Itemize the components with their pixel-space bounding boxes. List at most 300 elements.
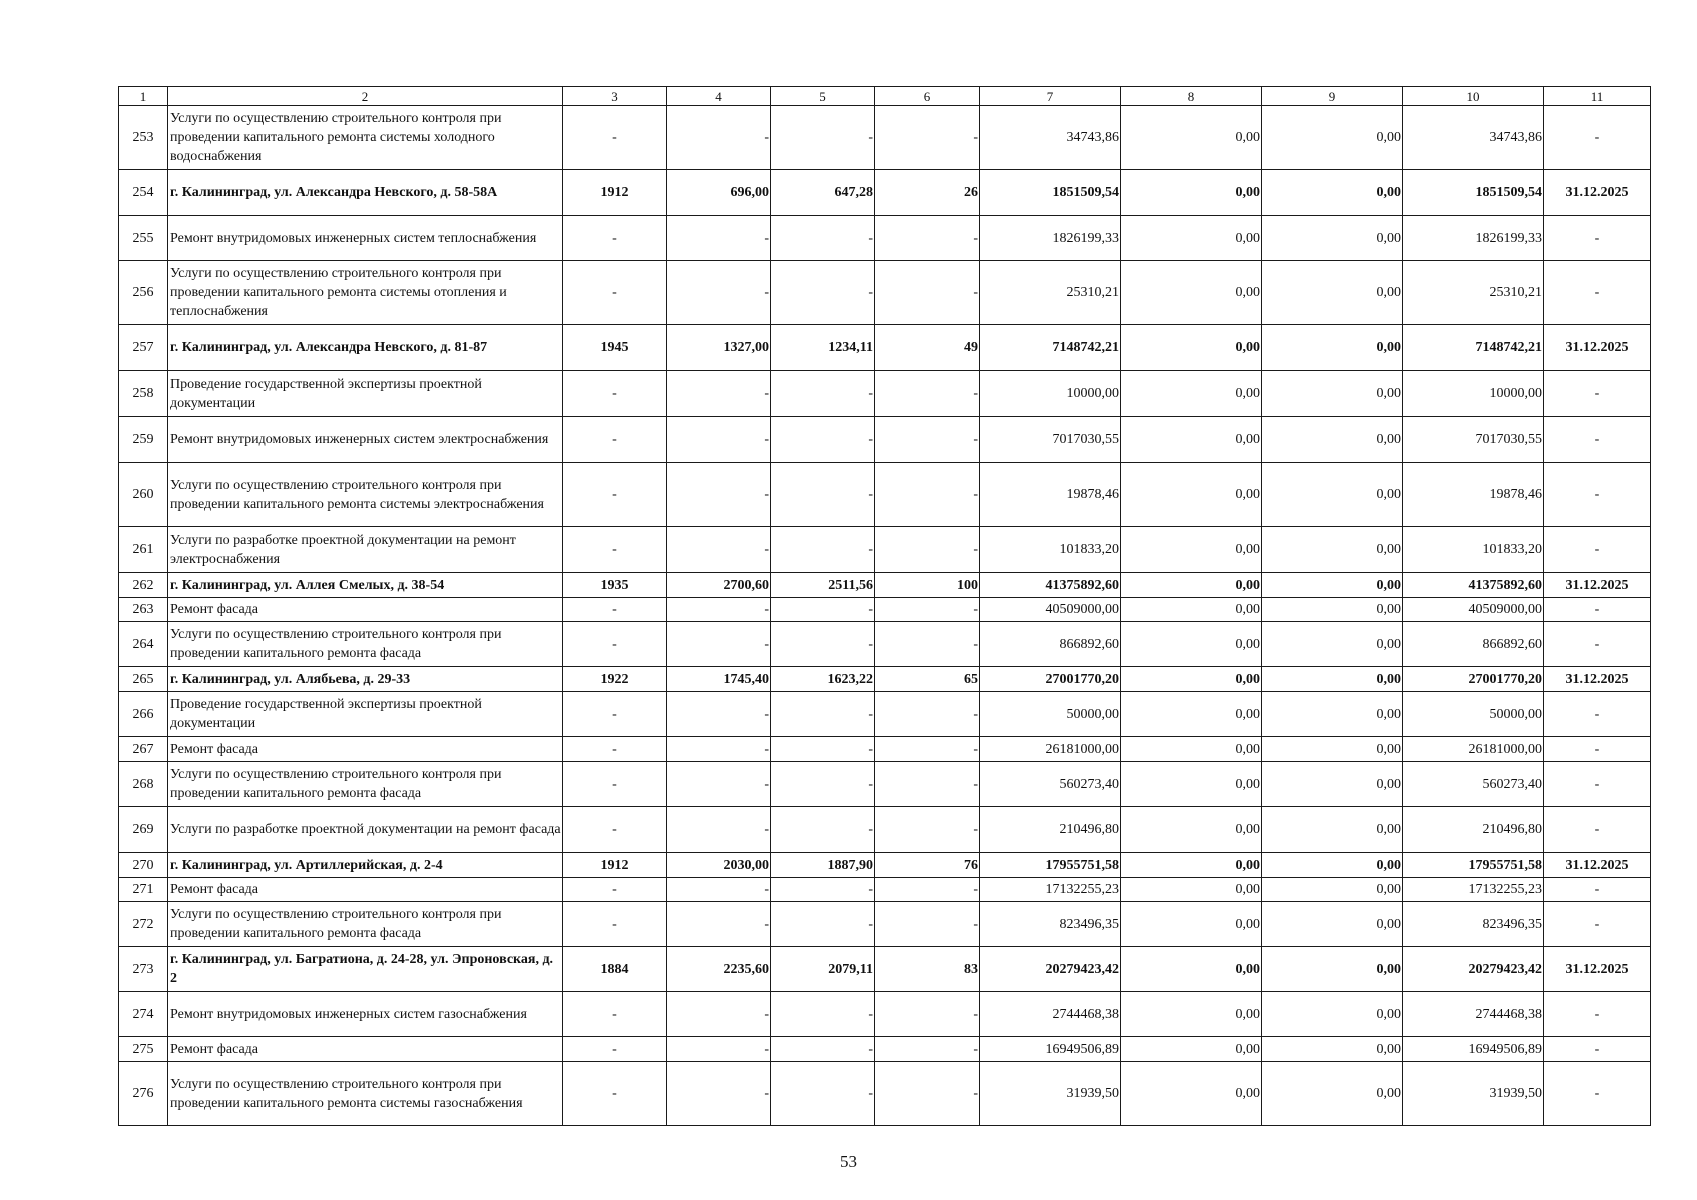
- regional-funds-cell: 0,00: [1262, 762, 1403, 807]
- total-area-cell: -: [667, 106, 771, 170]
- federal-funds-cell: 0,00: [1121, 325, 1262, 371]
- federal-funds-cell: 0,00: [1121, 667, 1262, 692]
- owner-funds-cell: 26181000,00: [1403, 737, 1544, 762]
- column-number: 5: [771, 87, 875, 106]
- row-number-cell: 260: [119, 463, 168, 527]
- residents-count-cell: 65: [875, 667, 980, 692]
- total-area-cell: -: [667, 527, 771, 573]
- address-row: [119, 573, 1651, 598]
- regional-funds-cell: 0,00: [1262, 417, 1403, 463]
- regional-funds-cell: 0,00: [1262, 261, 1403, 325]
- residents-count-cell: -: [875, 527, 980, 573]
- federal-funds-cell: 0,00: [1121, 992, 1262, 1037]
- total-area-cell: 2700,60: [667, 573, 771, 598]
- total-area-cell: -: [667, 878, 771, 902]
- row-number-cell: 263: [119, 598, 168, 622]
- residents-count-cell: -: [875, 902, 980, 947]
- row-number-cell: 273: [119, 947, 168, 992]
- residents-count-cell: -: [875, 463, 980, 527]
- commissioning-year-cell: -: [563, 762, 667, 807]
- total-area-cell: -: [667, 417, 771, 463]
- total-cost-cell: 101833,20: [980, 527, 1121, 573]
- total-area-cell: -: [667, 371, 771, 417]
- commissioning-year-cell: -: [563, 216, 667, 261]
- residents-count-cell: -: [875, 216, 980, 261]
- total-area-cell: -: [667, 807, 771, 853]
- federal-funds-cell: 0,00: [1121, 853, 1262, 878]
- commissioning-year-cell: 1922: [563, 667, 667, 692]
- total-cost-cell: 27001770,20: [980, 667, 1121, 692]
- residential-area-cell: -: [771, 371, 875, 417]
- regional-funds-cell: 0,00: [1262, 692, 1403, 737]
- regional-funds-cell: 0,00: [1262, 947, 1403, 992]
- column-number: 10: [1403, 87, 1544, 106]
- row-number-cell: 262: [119, 573, 168, 598]
- total-cost-cell: 560273,40: [980, 762, 1121, 807]
- residents-count-cell: -: [875, 692, 980, 737]
- total-cost-cell: 16949506,89: [980, 1037, 1121, 1062]
- capital-repair-table: [118, 86, 1651, 1126]
- owner-funds-cell: 40509000,00: [1403, 598, 1544, 622]
- work-item-row: [119, 878, 1651, 902]
- owner-funds-cell: 7017030,55: [1403, 417, 1544, 463]
- work-item-row: [119, 598, 1651, 622]
- residents-count-cell: -: [875, 598, 980, 622]
- row-number-cell: 255: [119, 216, 168, 261]
- owner-funds-cell: 823496,35: [1403, 902, 1544, 947]
- work-description-cell: Ремонт внутридомовых инженерных систем газоснабжения: [168, 992, 563, 1037]
- total-cost-cell: 1851509,54: [980, 170, 1121, 216]
- residential-area-cell: -: [771, 216, 875, 261]
- regional-funds-cell: 0,00: [1262, 170, 1403, 216]
- residential-area-cell: -: [771, 737, 875, 762]
- residents-count-cell: -: [875, 992, 980, 1037]
- row-number-cell: 254: [119, 170, 168, 216]
- column-number: 1: [119, 87, 168, 106]
- completion-date-cell: -: [1544, 371, 1651, 417]
- owner-funds-cell: 34743,86: [1403, 106, 1544, 170]
- completion-date-cell: -: [1544, 737, 1651, 762]
- total-area-cell: 1327,00: [667, 325, 771, 371]
- owner-funds-cell: 1851509,54: [1403, 170, 1544, 216]
- total-cost-cell: 31939,50: [980, 1062, 1121, 1126]
- total-area-cell: -: [667, 902, 771, 947]
- residents-count-cell: -: [875, 737, 980, 762]
- work-description-cell: г. Калининград, ул. Алябьева, д. 29-33: [168, 667, 563, 692]
- completion-date-cell: 31.12.2025: [1544, 170, 1651, 216]
- owner-funds-cell: 20279423,42: [1403, 947, 1544, 992]
- row-number-cell: 276: [119, 1062, 168, 1126]
- completion-date-cell: 31.12.2025: [1544, 947, 1651, 992]
- residents-count-cell: 76: [875, 853, 980, 878]
- total-cost-cell: 40509000,00: [980, 598, 1121, 622]
- completion-date-cell: -: [1544, 807, 1651, 853]
- total-area-cell: -: [667, 737, 771, 762]
- work-item-row: [119, 692, 1651, 737]
- total-cost-cell: 823496,35: [980, 902, 1121, 947]
- total-area-cell: -: [667, 1062, 771, 1126]
- commissioning-year-cell: -: [563, 622, 667, 667]
- residential-area-cell: -: [771, 622, 875, 667]
- work-description-cell: г. Калининград, ул. Багратиона, д. 24-28, ул. Эпроновская, д. 2: [168, 947, 563, 992]
- work-description-cell: Проведение государственной экспертизы проектной документации: [168, 692, 563, 737]
- residents-count-cell: -: [875, 622, 980, 667]
- commissioning-year-cell: 1935: [563, 573, 667, 598]
- row-number-cell: 275: [119, 1037, 168, 1062]
- work-item-row: [119, 417, 1651, 463]
- total-area-cell: -: [667, 692, 771, 737]
- regional-funds-cell: 0,00: [1262, 622, 1403, 667]
- total-area-cell: -: [667, 216, 771, 261]
- column-number-row: [119, 87, 1651, 106]
- completion-date-cell: -: [1544, 1062, 1651, 1126]
- residential-area-cell: 1623,22: [771, 667, 875, 692]
- federal-funds-cell: 0,00: [1121, 371, 1262, 417]
- work-description-cell: г. Калининград, ул. Александра Невского, д. 58-58А: [168, 170, 563, 216]
- work-description-cell: Услуги по осуществлению строительного контроля при проведении капитального ремонта системы электроснабжения: [168, 463, 563, 527]
- commissioning-year-cell: 1884: [563, 947, 667, 992]
- commissioning-year-cell: 1912: [563, 170, 667, 216]
- work-item-row: [119, 106, 1651, 170]
- commissioning-year-cell: -: [563, 807, 667, 853]
- owner-funds-cell: 10000,00: [1403, 371, 1544, 417]
- owner-funds-cell: 25310,21: [1403, 261, 1544, 325]
- residents-count-cell: 49: [875, 325, 980, 371]
- regional-funds-cell: 0,00: [1262, 902, 1403, 947]
- federal-funds-cell: 0,00: [1121, 216, 1262, 261]
- row-number-cell: 268: [119, 762, 168, 807]
- regional-funds-cell: 0,00: [1262, 807, 1403, 853]
- owner-funds-cell: 17955751,58: [1403, 853, 1544, 878]
- owner-funds-cell: 16949506,89: [1403, 1037, 1544, 1062]
- work-description-cell: Услуги по разработке проектной документации на ремонт электроснабжения: [168, 527, 563, 573]
- work-item-row: [119, 992, 1651, 1037]
- completion-date-cell: -: [1544, 1037, 1651, 1062]
- total-cost-cell: 866892,60: [980, 622, 1121, 667]
- owner-funds-cell: 560273,40: [1403, 762, 1544, 807]
- completion-date-cell: 31.12.2025: [1544, 667, 1651, 692]
- regional-funds-cell: 0,00: [1262, 1062, 1403, 1126]
- regional-funds-cell: 0,00: [1262, 737, 1403, 762]
- federal-funds-cell: 0,00: [1121, 902, 1262, 947]
- work-item-row: [119, 371, 1651, 417]
- column-number: 2: [168, 87, 563, 106]
- federal-funds-cell: 0,00: [1121, 1062, 1262, 1126]
- federal-funds-cell: 0,00: [1121, 261, 1262, 325]
- total-cost-cell: 7017030,55: [980, 417, 1121, 463]
- residential-area-cell: -: [771, 527, 875, 573]
- federal-funds-cell: 0,00: [1121, 878, 1262, 902]
- completion-date-cell: -: [1544, 417, 1651, 463]
- total-area-cell: -: [667, 762, 771, 807]
- row-number-cell: 259: [119, 417, 168, 463]
- completion-date-cell: -: [1544, 463, 1651, 527]
- row-number-cell: 269: [119, 807, 168, 853]
- work-description-cell: г. Калининград, ул. Артиллерийская, д. 2-4: [168, 853, 563, 878]
- federal-funds-cell: 0,00: [1121, 170, 1262, 216]
- completion-date-cell: -: [1544, 598, 1651, 622]
- residents-count-cell: 83: [875, 947, 980, 992]
- federal-funds-cell: 0,00: [1121, 106, 1262, 170]
- regional-funds-cell: 0,00: [1262, 463, 1403, 527]
- residential-area-cell: -: [771, 261, 875, 325]
- column-number: 6: [875, 87, 980, 106]
- column-number: 4: [667, 87, 771, 106]
- column-number: 8: [1121, 87, 1262, 106]
- residential-area-cell: -: [771, 417, 875, 463]
- work-item-row: [119, 807, 1651, 853]
- residential-area-cell: -: [771, 1037, 875, 1062]
- residential-area-cell: -: [771, 902, 875, 947]
- total-cost-cell: 17955751,58: [980, 853, 1121, 878]
- total-area-cell: -: [667, 1037, 771, 1062]
- total-cost-cell: 34743,86: [980, 106, 1121, 170]
- owner-funds-cell: 7148742,21: [1403, 325, 1544, 371]
- address-row: [119, 170, 1651, 216]
- total-cost-cell: 1826199,33: [980, 216, 1121, 261]
- regional-funds-cell: 0,00: [1262, 992, 1403, 1037]
- owner-funds-cell: 866892,60: [1403, 622, 1544, 667]
- column-number: 7: [980, 87, 1121, 106]
- row-number-cell: 266: [119, 692, 168, 737]
- total-area-cell: -: [667, 261, 771, 325]
- residents-count-cell: -: [875, 261, 980, 325]
- federal-funds-cell: 0,00: [1121, 737, 1262, 762]
- commissioning-year-cell: -: [563, 878, 667, 902]
- regional-funds-cell: 0,00: [1262, 1037, 1403, 1062]
- federal-funds-cell: 0,00: [1121, 527, 1262, 573]
- completion-date-cell: 31.12.2025: [1544, 573, 1651, 598]
- work-description-cell: Проведение государственной экспертизы проектной документации: [168, 371, 563, 417]
- federal-funds-cell: 0,00: [1121, 417, 1262, 463]
- work-description-cell: Услуги по осуществлению строительного контроля при проведении капитального ремонта фасада: [168, 762, 563, 807]
- federal-funds-cell: 0,00: [1121, 598, 1262, 622]
- commissioning-year-cell: -: [563, 598, 667, 622]
- residential-area-cell: 2511,56: [771, 573, 875, 598]
- row-number-cell: 256: [119, 261, 168, 325]
- total-cost-cell: 50000,00: [980, 692, 1121, 737]
- work-description-cell: Ремонт фасада: [168, 1037, 563, 1062]
- residents-count-cell: -: [875, 106, 980, 170]
- federal-funds-cell: 0,00: [1121, 573, 1262, 598]
- regional-funds-cell: 0,00: [1262, 598, 1403, 622]
- work-description-cell: Услуги по осуществлению строительного контроля при проведении капитального ремонта системы холодного водоснабжения: [168, 106, 563, 170]
- federal-funds-cell: 0,00: [1121, 692, 1262, 737]
- work-description-cell: Ремонт фасада: [168, 878, 563, 902]
- work-item-row: [119, 737, 1651, 762]
- residents-count-cell: -: [875, 371, 980, 417]
- residents-count-cell: -: [875, 1062, 980, 1126]
- residential-area-cell: -: [771, 463, 875, 527]
- federal-funds-cell: 0,00: [1121, 463, 1262, 527]
- total-area-cell: 696,00: [667, 170, 771, 216]
- residents-count-cell: -: [875, 1037, 980, 1062]
- commissioning-year-cell: -: [563, 1037, 667, 1062]
- address-row: [119, 325, 1651, 371]
- residential-area-cell: -: [771, 106, 875, 170]
- address-row: [119, 667, 1651, 692]
- residential-area-cell: 647,28: [771, 170, 875, 216]
- column-number: 11: [1544, 87, 1651, 106]
- commissioning-year-cell: -: [563, 527, 667, 573]
- total-area-cell: -: [667, 598, 771, 622]
- row-number-cell: 271: [119, 878, 168, 902]
- commissioning-year-cell: -: [563, 692, 667, 737]
- total-cost-cell: 41375892,60: [980, 573, 1121, 598]
- owner-funds-cell: 1826199,33: [1403, 216, 1544, 261]
- work-item-row: [119, 902, 1651, 947]
- completion-date-cell: -: [1544, 216, 1651, 261]
- row-number-cell: 257: [119, 325, 168, 371]
- completion-date-cell: -: [1544, 692, 1651, 737]
- commissioning-year-cell: 1945: [563, 325, 667, 371]
- work-description-cell: Услуги по осуществлению строительного контроля при проведении капитального ремонта фасада: [168, 622, 563, 667]
- work-item-row: [119, 1062, 1651, 1126]
- total-cost-cell: 19878,46: [980, 463, 1121, 527]
- completion-date-cell: -: [1544, 762, 1651, 807]
- owner-funds-cell: 101833,20: [1403, 527, 1544, 573]
- row-number-cell: 274: [119, 992, 168, 1037]
- owner-funds-cell: 2744468,38: [1403, 992, 1544, 1037]
- row-number-cell: 265: [119, 667, 168, 692]
- regional-funds-cell: 0,00: [1262, 216, 1403, 261]
- residents-count-cell: 100: [875, 573, 980, 598]
- residents-count-cell: -: [875, 417, 980, 463]
- regional-funds-cell: 0,00: [1262, 573, 1403, 598]
- commissioning-year-cell: -: [563, 992, 667, 1037]
- residential-area-cell: -: [771, 598, 875, 622]
- row-number-cell: 267: [119, 737, 168, 762]
- completion-date-cell: -: [1544, 622, 1651, 667]
- regional-funds-cell: 0,00: [1262, 527, 1403, 573]
- work-description-cell: Ремонт внутридомовых инженерных систем теплоснабжения: [168, 216, 563, 261]
- residential-area-cell: -: [771, 1062, 875, 1126]
- completion-date-cell: -: [1544, 106, 1651, 170]
- work-description-cell: Ремонт фасада: [168, 598, 563, 622]
- owner-funds-cell: 31939,50: [1403, 1062, 1544, 1126]
- residents-count-cell: -: [875, 762, 980, 807]
- completion-date-cell: -: [1544, 992, 1651, 1037]
- residents-count-cell: -: [875, 878, 980, 902]
- work-item-row: [119, 1037, 1651, 1062]
- row-number-cell: 261: [119, 527, 168, 573]
- owner-funds-cell: 17132255,23: [1403, 878, 1544, 902]
- residents-count-cell: -: [875, 807, 980, 853]
- commissioning-year-cell: -: [563, 463, 667, 527]
- total-area-cell: 1745,40: [667, 667, 771, 692]
- regional-funds-cell: 0,00: [1262, 667, 1403, 692]
- completion-date-cell: -: [1544, 527, 1651, 573]
- completion-date-cell: -: [1544, 902, 1651, 947]
- owner-funds-cell: 50000,00: [1403, 692, 1544, 737]
- total-cost-cell: 17132255,23: [980, 878, 1121, 902]
- total-area-cell: -: [667, 463, 771, 527]
- federal-funds-cell: 0,00: [1121, 762, 1262, 807]
- residential-area-cell: -: [771, 762, 875, 807]
- commissioning-year-cell: -: [563, 417, 667, 463]
- total-area-cell: 2235,60: [667, 947, 771, 992]
- work-item-row: [119, 527, 1651, 573]
- commissioning-year-cell: -: [563, 902, 667, 947]
- commissioning-year-cell: -: [563, 1062, 667, 1126]
- column-number: 3: [563, 87, 667, 106]
- completion-date-cell: 31.12.2025: [1544, 325, 1651, 371]
- commissioning-year-cell: -: [563, 737, 667, 762]
- table-body: [119, 87, 1651, 1126]
- total-cost-cell: 25310,21: [980, 261, 1121, 325]
- total-area-cell: -: [667, 622, 771, 667]
- work-description-cell: Услуги по разработке проектной документации на ремонт фасада: [168, 807, 563, 853]
- work-description-cell: г. Калининград, ул. Аллея Смелых, д. 38-54: [168, 573, 563, 598]
- work-item-row: [119, 261, 1651, 325]
- total-cost-cell: 20279423,42: [980, 947, 1121, 992]
- commissioning-year-cell: 1912: [563, 853, 667, 878]
- owner-funds-cell: 41375892,60: [1403, 573, 1544, 598]
- federal-funds-cell: 0,00: [1121, 622, 1262, 667]
- work-description-cell: Ремонт фасада: [168, 737, 563, 762]
- work-description-cell: Ремонт внутридомовых инженерных систем электроснабжения: [168, 417, 563, 463]
- residential-area-cell: 1887,90: [771, 853, 875, 878]
- work-description-cell: Услуги по осуществлению строительного контроля при проведении капитального ремонта системы газоснабжения: [168, 1062, 563, 1126]
- residential-area-cell: -: [771, 807, 875, 853]
- work-description-cell: Услуги по осуществлению строительного контроля при проведении капитального ремонта фасада: [168, 902, 563, 947]
- column-number: 9: [1262, 87, 1403, 106]
- work-item-row: [119, 762, 1651, 807]
- federal-funds-cell: 0,00: [1121, 807, 1262, 853]
- address-row: [119, 947, 1651, 992]
- page-number: 53: [840, 1152, 857, 1171]
- federal-funds-cell: 0,00: [1121, 1037, 1262, 1062]
- work-item-row: [119, 216, 1651, 261]
- federal-funds-cell: 0,00: [1121, 947, 1262, 992]
- address-row: [119, 853, 1651, 878]
- row-number-cell: 258: [119, 371, 168, 417]
- regional-funds-cell: 0,00: [1262, 853, 1403, 878]
- regional-funds-cell: 0,00: [1262, 106, 1403, 170]
- total-cost-cell: 26181000,00: [980, 737, 1121, 762]
- row-number-cell: 253: [119, 106, 168, 170]
- work-item-row: [119, 463, 1651, 527]
- total-area-cell: -: [667, 992, 771, 1037]
- regional-funds-cell: 0,00: [1262, 371, 1403, 417]
- completion-date-cell: -: [1544, 878, 1651, 902]
- total-cost-cell: 7148742,21: [980, 325, 1121, 371]
- work-description-cell: г. Калининград, ул. Александра Невского, д. 81-87: [168, 325, 563, 371]
- total-area-cell: 2030,00: [667, 853, 771, 878]
- completion-date-cell: -: [1544, 261, 1651, 325]
- row-number-cell: 270: [119, 853, 168, 878]
- regional-funds-cell: 0,00: [1262, 325, 1403, 371]
- row-number-cell: 264: [119, 622, 168, 667]
- residential-area-cell: 2079,11: [771, 947, 875, 992]
- total-cost-cell: 2744468,38: [980, 992, 1121, 1037]
- commissioning-year-cell: -: [563, 261, 667, 325]
- residents-count-cell: 26: [875, 170, 980, 216]
- commissioning-year-cell: -: [563, 106, 667, 170]
- regional-funds-cell: 0,00: [1262, 878, 1403, 902]
- total-cost-cell: 10000,00: [980, 371, 1121, 417]
- residential-area-cell: -: [771, 878, 875, 902]
- owner-funds-cell: 27001770,20: [1403, 667, 1544, 692]
- total-cost-cell: 210496,80: [980, 807, 1121, 853]
- owner-funds-cell: 19878,46: [1403, 463, 1544, 527]
- work-description-cell: Услуги по осуществлению строительного контроля при проведении капитального ремонта системы отопления и теплоснабжения: [168, 261, 563, 325]
- commissioning-year-cell: -: [563, 371, 667, 417]
- completion-date-cell: 31.12.2025: [1544, 853, 1651, 878]
- owner-funds-cell: 210496,80: [1403, 807, 1544, 853]
- residential-area-cell: -: [771, 692, 875, 737]
- residential-area-cell: -: [771, 992, 875, 1037]
